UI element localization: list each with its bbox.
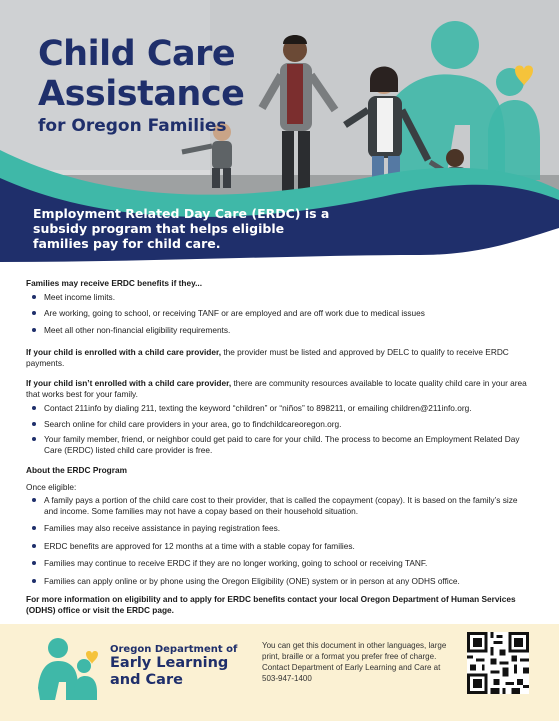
list-item: Contact 211info by dialing 211, texting the keyword “children” or “niños” to 898211, or emailing children@211info.org. — [26, 403, 531, 414]
eligibility-list — [26, 292, 531, 336]
provider-not-enrolled-lead: If your child isn’t enrolled with a child care provider, — [26, 378, 232, 388]
more-info: For more information on eligibility and to apply for ERDC benefits contact your local Oregon Department of Human Services (ODHS) office or visit the ERDC page. — [26, 594, 516, 615]
org-name — [110, 644, 237, 689]
provider-not-enrolled-text: there are community resources available to locate quality child care in your area that works best for your family. — [26, 378, 527, 399]
accessibility-note: You can get this document in other languages, large print, braille or a format you prefer free of charge. Contact Department of Early Learning and Care at 503-947-1400 — [262, 641, 447, 683]
list-item: Search online for child care providers in your area, go to findchildcareoregon.org. — [26, 419, 531, 430]
list-item: Families can apply online or by phone using the Oregon Eligibility (ONE) system or in person at any ODHS office. — [26, 576, 531, 587]
list-item: ERDC benefits are approved for 12 months at a time with a stable copay for families. — [26, 541, 531, 552]
hero-banner — [0, 0, 559, 290]
list-item: A family pays a portion of the child care cost to their provider, that is called the copayment (copay). It is based on the family’s size and income. Some families may not have a copay based on their household situation. — [26, 495, 531, 516]
list-item: Are working, going to school, or receiving TANF or are employed and are off work due to medical issues — [26, 308, 531, 319]
title-line-2: Assistance — [38, 74, 245, 114]
subtitle: for Oregon Families — [38, 116, 227, 136]
list-item: Meet income limits. — [26, 292, 531, 303]
org-line-3: and Care — [110, 672, 183, 688]
provider-enrolled-text: the provider must be listed and approved by DELC to qualify to receive ERDC payments. — [26, 347, 509, 368]
title-block — [38, 34, 244, 136]
title-line-1: Child Care — [38, 34, 236, 74]
provider-enrolled-lead: If your child is enrolled with a child care provider, — [26, 347, 222, 357]
about-intro: Once eligible: — [26, 481, 77, 492]
family-logo-icon — [28, 632, 108, 704]
list-item: Your family member, friend, or neighbor could get paid to care for your child. The process to become an Employment Related Day Care (ERDC) listed child care provider is free. — [26, 434, 531, 455]
about-heading: About the ERDC Program — [26, 465, 127, 475]
hero-blurb: Employment Related Day Care (ERDC) is a subsidy program that helps eligible families pay for child care. — [33, 206, 330, 251]
org-line-1: Oregon Department of — [110, 644, 238, 655]
list-item: Families may also receive assistance in paying registration fees. — [26, 523, 531, 534]
body-content — [26, 270, 531, 615]
about-list — [26, 495, 531, 586]
org-line-2: Early Learning — [110, 655, 229, 671]
provider-enrolled-paragraph — [26, 347, 531, 368]
resources-list — [26, 403, 531, 455]
list-item: Families may continue to receive ERDC if they are no longer working, going to school or receiving TANF. — [26, 558, 531, 569]
footer — [0, 624, 559, 721]
qr-code — [467, 632, 529, 694]
provider-not-enrolled-paragraph — [26, 378, 531, 399]
eligibility-heading: Families may receive ERDC benefits if they... — [26, 278, 202, 288]
list-item: Meet all other non-financial eligibility requirements. — [26, 325, 531, 336]
